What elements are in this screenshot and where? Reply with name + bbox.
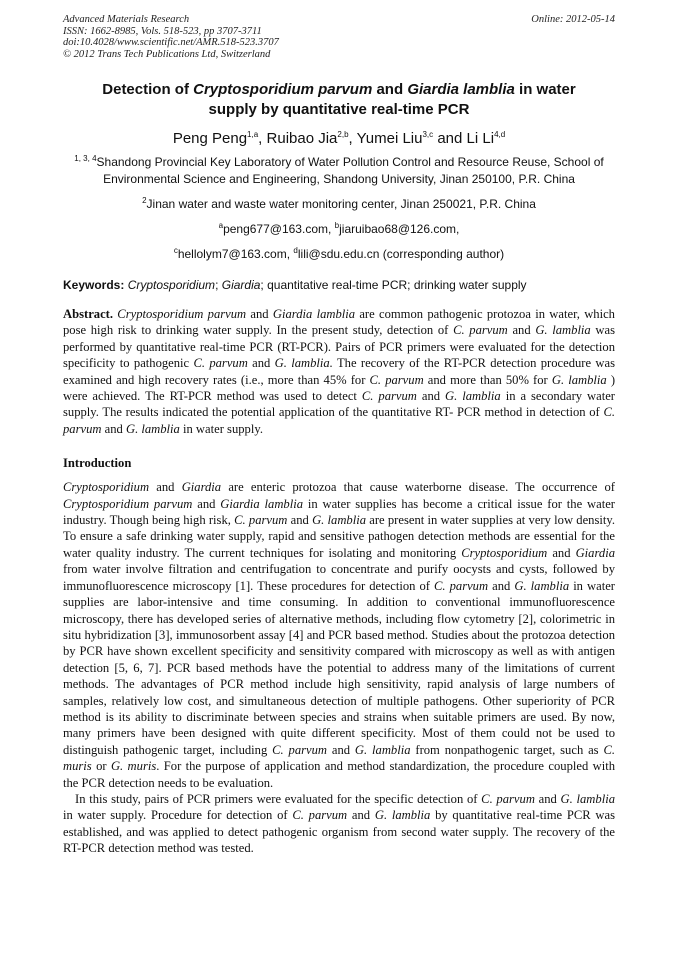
abstract-paragraph (63, 306, 615, 437)
title-part: and (372, 81, 408, 98)
title-part: Detection of (102, 81, 194, 98)
text-run: are enteric protozoa that cause waterborne disease. The occurrence of (221, 480, 615, 495)
text-run: by quantitative real-time PCR was established, and was applied to detect pathogenic organism from second water supply. The recovery of the RT-PCR detection method was tested. (63, 808, 615, 856)
italic-run: C. parvum (272, 742, 328, 757)
italic-run: G. lamblia (560, 791, 615, 806)
text-run: . For the purpose of application and method standardization, the procedure coupled with the PCR detection needs to be evaluation. (63, 759, 616, 790)
affiliation-text: Jinan water and waste water monitoring center, Jinan 250021, P.R. China (146, 197, 536, 211)
email-line-1 (63, 221, 615, 238)
text-run: in water supplies has become a critical issue for the water industry. Though being high risk, (63, 496, 615, 528)
italic-run: G. lamblia (312, 513, 367, 528)
email-text: peng677@163.com, (223, 222, 335, 236)
italic-run: C. parvum (193, 356, 248, 371)
italic-run: C. parvum (481, 791, 535, 806)
text-run: are present in water supplies at very low density. To ensure a safe drinking water supply, rapid and sensitive pathogen detection methods are essential for the water quality industry. The current techniques for isolating and monitoring (63, 513, 615, 560)
italic-run: G. lamblia (125, 421, 180, 436)
title-species: Cryptosporidium parvum (193, 81, 373, 98)
journal-header (63, 14, 615, 60)
italic-run: Giardia (181, 480, 222, 495)
text-run: and (246, 307, 273, 321)
keyword-italic: Giardia (221, 278, 261, 292)
italic-run: C. parvum (434, 578, 489, 593)
text-run: from nonpathogenic target, such as (410, 742, 604, 757)
text-run: in a secondary water supply. The results indicated the potential application of the quantitative RT- PCR method in detection of (63, 389, 616, 420)
author-list (63, 129, 615, 148)
text-run: ) were achieved. The RT-PCR method was used to detect (63, 372, 616, 404)
online-date: Online: 2012-05-14 (531, 14, 615, 25)
text-run: and (192, 496, 221, 511)
author-sup: 1,a (247, 130, 259, 139)
author-sup: 4,d (494, 130, 506, 139)
text-run: are common pathogenic protozoa in water, which pose high risk to drinking water supply. In the present study, detection of (63, 307, 615, 338)
author-sep: , (258, 130, 267, 147)
italic-run: G. lamblia. (274, 356, 333, 371)
italic-run: Giardia lamblia (220, 496, 304, 511)
italic-run: C. muris (63, 742, 616, 774)
text-run: in water supply. Procedure for detection of (63, 808, 293, 823)
keyword-sep: ; (215, 278, 222, 292)
section-heading-introduction: Introduction (63, 456, 132, 471)
affiliation-sup: 1, 3, 4 (74, 154, 97, 163)
italic-run: G. lamblia (374, 808, 431, 823)
author-name: Peng Peng (172, 130, 248, 147)
text-run: The recovery of the RT-PCR detection procedure was examined and high recovery rates (i.e., more than 45% for (63, 356, 615, 387)
author-sup: 3,c (422, 130, 434, 139)
italic-run: G. muris (110, 759, 157, 774)
italic-run: G. lamblia (445, 389, 501, 404)
email-text: jiaruibao68@126.com, (339, 222, 460, 236)
italic-run: Cryptosporidium (63, 480, 150, 495)
author-name: Li Li (466, 130, 495, 147)
italic-run: C. parvum (453, 323, 508, 338)
italic-run: G. lamblia (551, 372, 607, 387)
italic-run: G. lamblia (535, 323, 591, 338)
affiliation-2 (63, 196, 615, 213)
email-sup: a (218, 221, 224, 230)
text-run: and (507, 323, 536, 338)
italic-run: G. lamblia (514, 578, 570, 593)
email-sup: d (293, 246, 298, 255)
email-sup: b (334, 221, 340, 230)
keyword-rest: ; quantitative real-time PCR; drinking water supply (260, 278, 527, 292)
text-run: and (327, 742, 355, 757)
keyword-italic: Cryptosporidium (124, 278, 216, 292)
copyright-line: © 2012 Trans Tech Publications Ltd, Switzerland (63, 48, 271, 60)
text-run: and more than 50% for (423, 372, 552, 387)
keywords-label: Keywords: (63, 278, 125, 292)
author-sep: and (433, 130, 467, 147)
italic-run: Giardia (575, 545, 615, 560)
affiliation-text: Shandong Provincial Key Laboratory of Water Pollution Control and Resource Reuse, School of Environmental Science and Engineering, Shandong University, Jinan 250100, P.R. China (96, 155, 604, 186)
journal-name: Advanced Materials Research (63, 14, 190, 25)
text-run: and (347, 808, 375, 823)
italic-run: C. parvum (234, 513, 288, 528)
text-run: and (101, 421, 126, 436)
italic-run: C. parvum (292, 808, 348, 823)
keywords (63, 277, 615, 294)
text-run: and (416, 389, 446, 404)
italic-run: Cryptosporidium (461, 545, 548, 560)
text-run: and (247, 356, 275, 371)
text-run: and (488, 578, 515, 593)
email-text: hellolym7@163.com, (177, 247, 294, 261)
text-run: and (287, 513, 313, 528)
issn-line: ISSN: 1662-8985, Vols. 518-523, pp 3707-3711 (63, 25, 262, 37)
author-name: Ruibao Jia (266, 130, 338, 147)
affiliation-1 (63, 154, 615, 188)
italic-run: G. lamblia (354, 742, 411, 757)
text-run: from water involve filtration and centrifugation to concentrate and purify oocysts and cysts, followed by immunofluorescence microscopy [1]. These procedures for detection of (63, 562, 615, 593)
text-run: in water supplies are labor-intensive and time consuming. In addition to conventional immunofluorescence microscopy, there has developed series of alternative methods, including flow cytometry [2], colorimetric in situ hybridization [3], immunosorbent assay [4] and PCR based method. Studies about the protozoa detection by PCR have shown excellent specificity and sensitivity compared with microscopy as well as with antigen detection [5, 6, 7]. PCR based methods have the potential to address many of the limitations of current methods. The advantages of PCR method include high sensitivity, rapid analysis of large numbers of samples, relatively low cost, and simultaneous detection of multiple pathogens. Other superiority of PCR method is its ability to discriminate between species and strains when suitable primers are used. By now, many primers have been designed with quite different specificity. Most of them could not be used to distinguish pathogenic target, including (63, 578, 615, 757)
text-run: in water supply. (179, 421, 263, 436)
title-part: in water supply by quantitative real-time PCR (208, 81, 576, 118)
italic-run: C. parvum (63, 405, 615, 436)
title-species: Giardia lamblia (407, 81, 515, 98)
text-run: and (149, 480, 182, 495)
text-run: In this study, pairs of PCR primers were evaluated for the specific detection of (75, 791, 482, 806)
italic-run: Giardia lamblia (272, 307, 356, 321)
email-line-2 (63, 246, 615, 263)
text-run: and (534, 791, 561, 806)
introduction-paragraph-1 (63, 479, 615, 791)
italic-run: C. parvum (361, 389, 417, 404)
paper-title (63, 80, 615, 120)
bold-run: Abstract. (63, 307, 114, 321)
affiliation-sup: 2 (142, 196, 147, 205)
italic-run: Cryptosporidium parvum (117, 307, 247, 321)
author-name: Yumei Liu (356, 130, 423, 147)
author-sep: , (348, 130, 357, 147)
text-run: and (547, 545, 576, 560)
doi-line: doi:10.4028/www.scientific.net/AMR.518-523.3707 (63, 37, 279, 48)
email-sup: c (173, 246, 178, 255)
text-run: or (91, 759, 111, 774)
introduction-paragraph-2 (63, 791, 615, 857)
text-run: was performed by quantitative real-time PCR (RT-PCR). Pairs of PCR primers were evaluated for the detection specificity to pathogenic (63, 323, 615, 371)
email-text: lili@sdu.edu.cn (corresponding author) (297, 247, 505, 261)
italic-run: Cryptosporidium parvum (63, 496, 193, 511)
italic-run: C. parvum (369, 372, 424, 387)
author-sup: 2,b (337, 130, 349, 139)
